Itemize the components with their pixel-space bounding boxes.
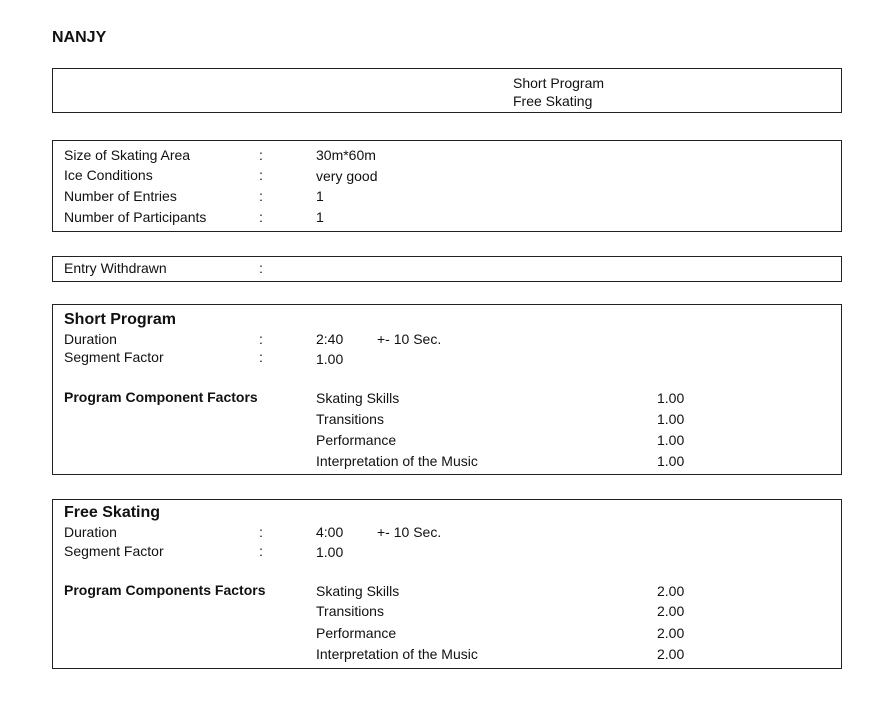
fs-separator: :: [259, 524, 263, 540]
fs-components-label: Program Components Factors: [64, 582, 266, 598]
sp-factor-value: 1.00: [316, 351, 344, 367]
fs-component-name: Skating Skills: [316, 583, 400, 599]
sp-component-factor: 1.00: [657, 390, 685, 406]
sp-duration-tolerance: +- 10 Sec.: [377, 331, 442, 347]
info-label-entries: Number of Entries: [64, 188, 177, 204]
info-label-size: Size of Skating Area: [64, 147, 191, 163]
segment-line-short-program: Short Program: [513, 75, 605, 91]
info-label-ice: Ice Conditions: [64, 167, 153, 183]
info-value-entries: 1: [316, 188, 324, 204]
free-skating-title: Free Skating: [64, 504, 161, 521]
fs-component-factor: 2.00: [657, 625, 685, 641]
segment-line-free-skating: Free Skating: [513, 93, 593, 109]
sp-factor-label: Segment Factor: [64, 349, 164, 365]
fs-duration-tolerance: +- 10 Sec.: [377, 524, 442, 540]
fs-component-factor: 2.00: [657, 646, 685, 662]
sp-component-factor: 1.00: [657, 411, 685, 427]
fs-duration-label: Duration: [64, 524, 117, 540]
segments-box: [52, 68, 842, 113]
withdrawn-separator: :: [259, 260, 263, 276]
info-separator: :: [259, 209, 263, 225]
fs-component-name: Interpretation of the Music: [316, 646, 478, 662]
page-title: NANJY: [52, 29, 107, 46]
info-value-ice: very good: [316, 168, 378, 184]
sp-component-name: Skating Skills: [316, 390, 400, 406]
fs-separator: :: [259, 543, 263, 559]
short-program-box: [52, 304, 842, 475]
fs-factor-value: 1.00: [316, 544, 344, 560]
sp-component-factor: 1.00: [657, 432, 685, 448]
info-value-participants: 1: [316, 209, 324, 225]
short-program-title: Short Program: [64, 311, 177, 328]
sp-duration-label: Duration: [64, 331, 117, 347]
withdrawn-label: Entry Withdrawn: [64, 260, 167, 276]
fs-duration-value: 4:00: [316, 524, 344, 540]
sp-component-factor: 1.00: [657, 453, 685, 469]
info-value-size: 30m*60m: [316, 147, 376, 163]
withdrawn-box: [52, 256, 842, 282]
sp-component-name: Performance: [316, 432, 397, 448]
fs-component-factor: 2.00: [657, 603, 685, 619]
sp-component-name: Transitions: [316, 411, 384, 427]
sp-duration-value: 2:40: [316, 331, 344, 347]
sp-separator: :: [259, 331, 263, 347]
fs-component-name: Performance: [316, 625, 397, 641]
fs-factor-label: Segment Factor: [64, 543, 164, 559]
info-separator: :: [259, 167, 263, 183]
fs-component-factor: 2.00: [657, 583, 685, 599]
sp-component-name: Interpretation of the Music: [316, 453, 478, 469]
sp-separator: :: [259, 349, 263, 365]
info-box: [52, 140, 842, 232]
info-separator: :: [259, 147, 263, 163]
fs-component-name: Transitions: [316, 603, 384, 619]
info-label-participants: Number of Participants: [64, 209, 207, 225]
free-skating-box: [52, 499, 842, 669]
info-separator: :: [259, 188, 263, 204]
sp-components-label: Program Component Factors: [64, 389, 258, 405]
